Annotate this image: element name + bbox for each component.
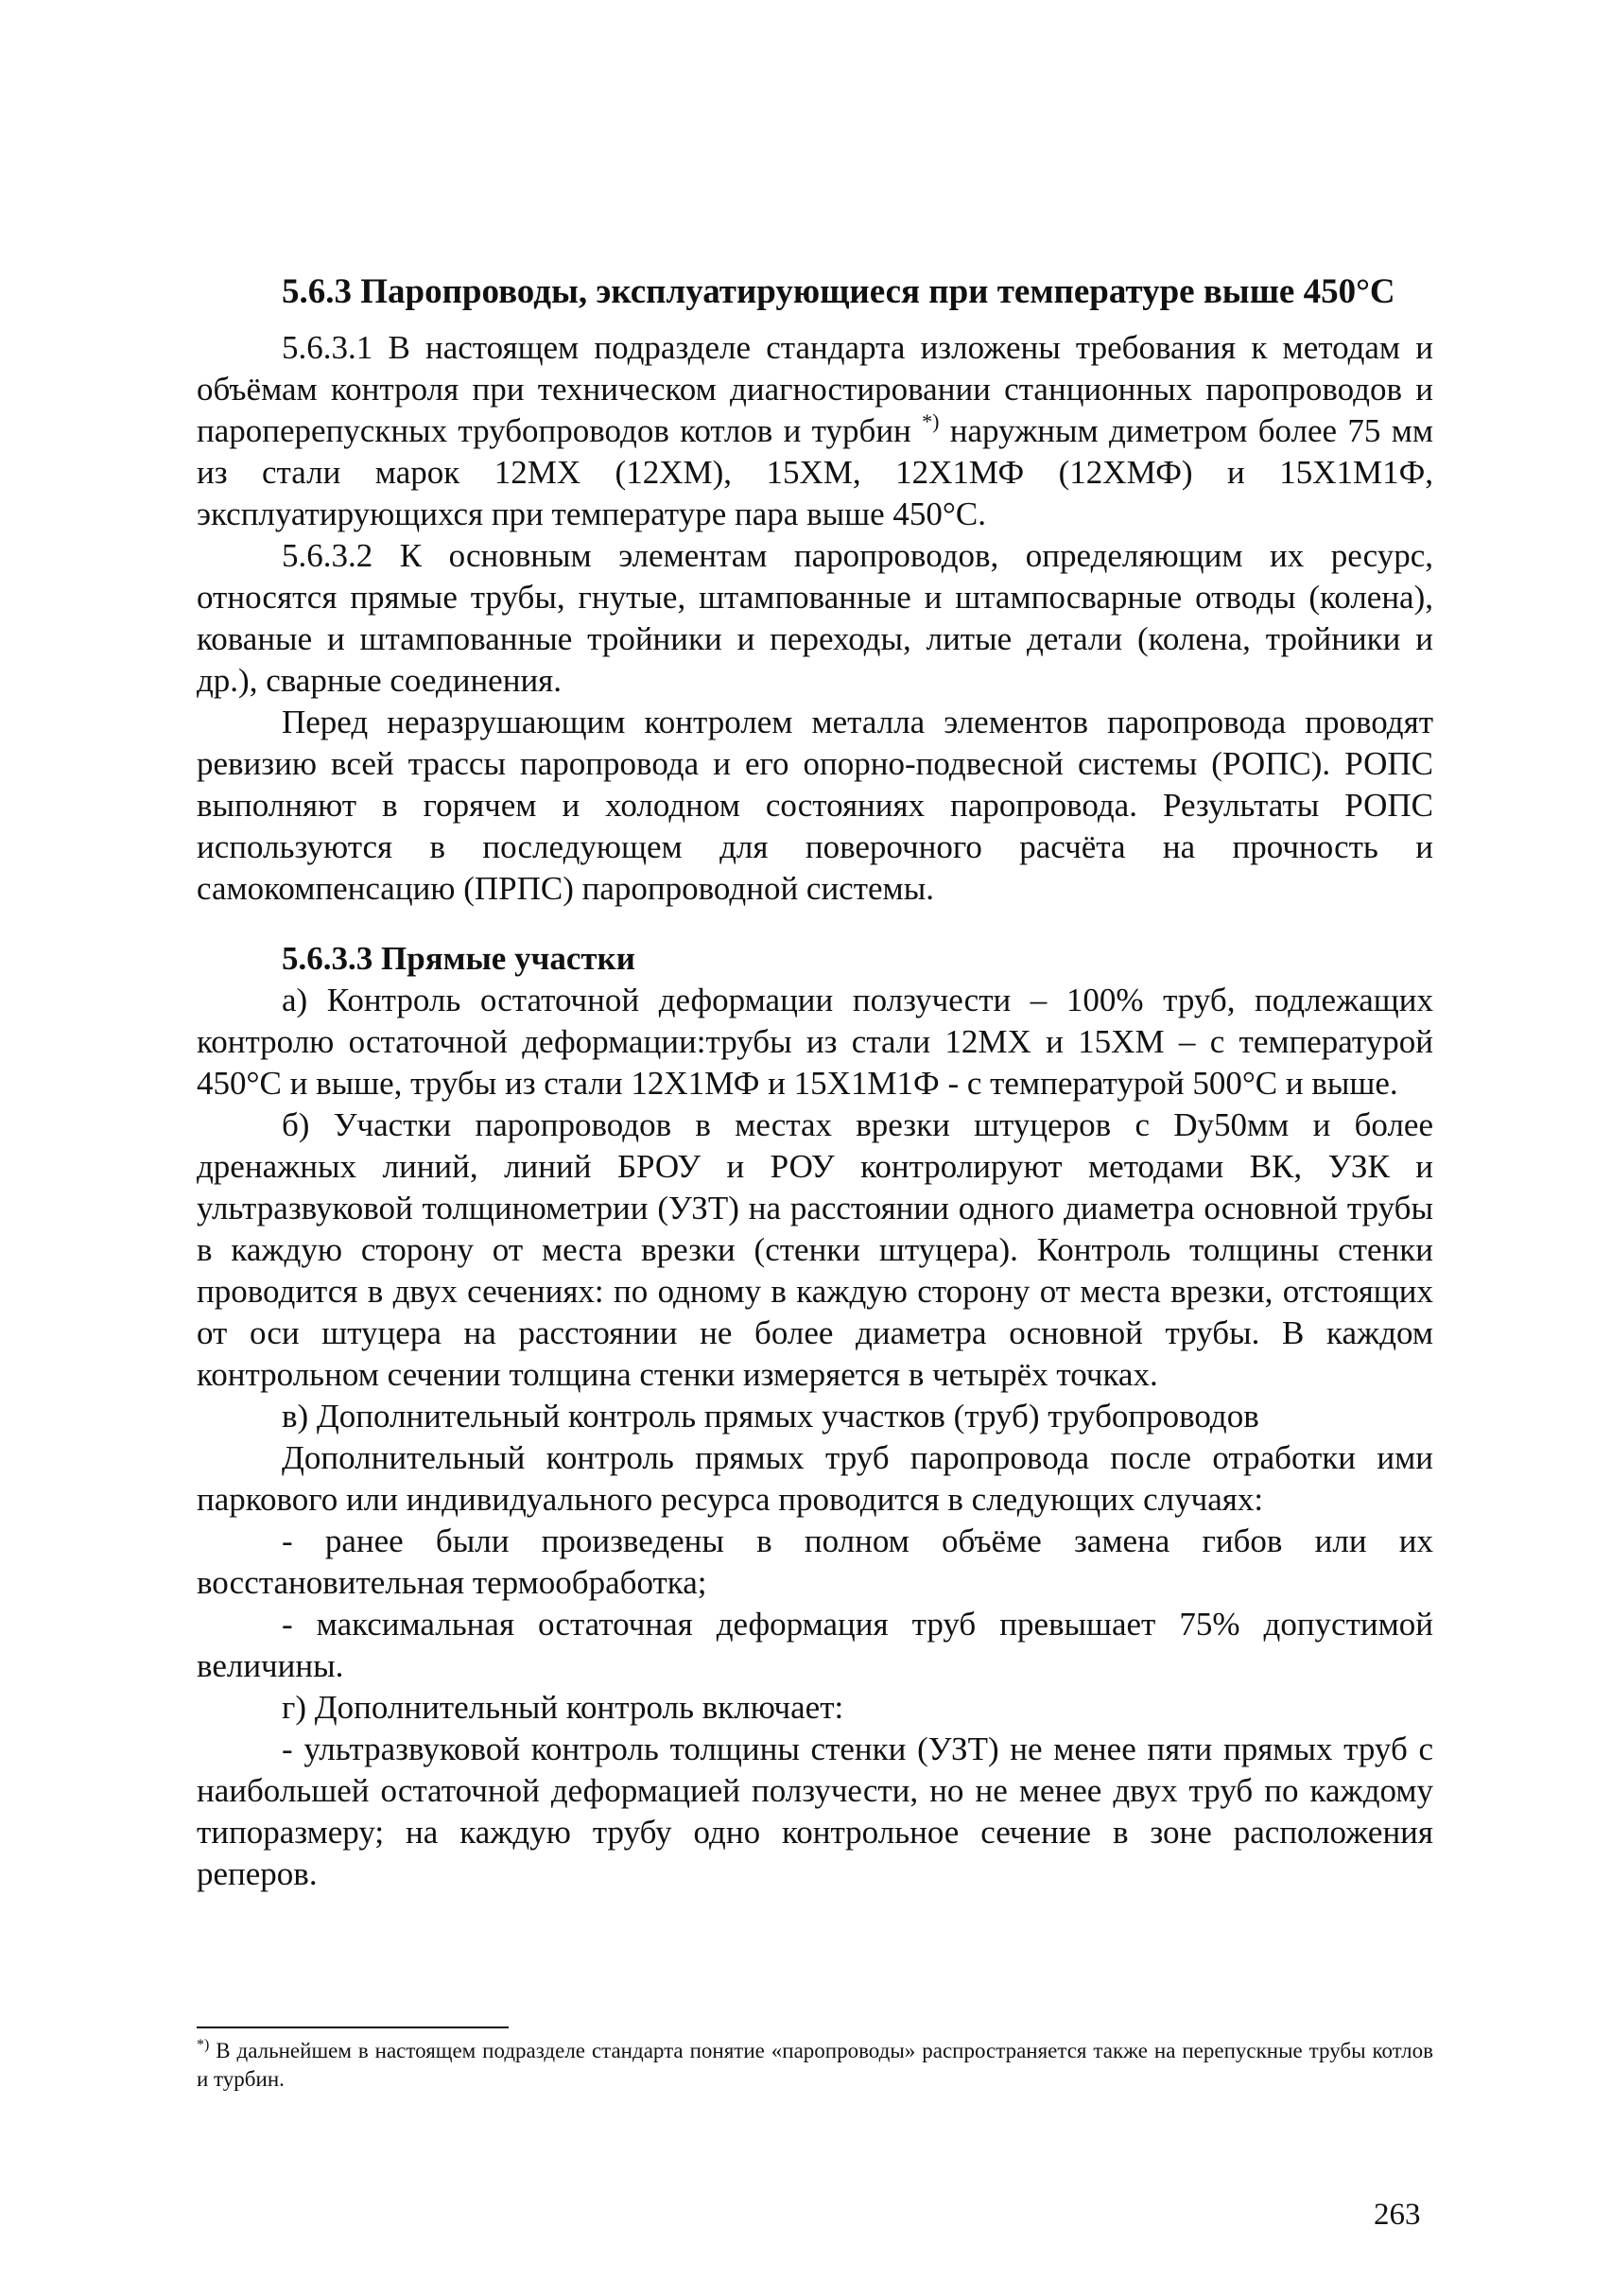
list-item: - максимальная остаточная деформация труб превышает 75% допустимой величины. (197, 1606, 1433, 1684)
page-number: 263 (1374, 2198, 1421, 2232)
section-heading: 5.6.3 Паропроводы, эксплуатирующиеся при температуре выше 450°С (282, 272, 1395, 311)
paragraph-text: наружным диметром более 75 мм из стали марок 12МХ (12ХМ), 15ХМ, 12Х1МФ (12ХМФ) и 15Х1М1Ф, эксплуатирующихся при температуре пара выше 450°С. (197, 412, 1433, 532)
footnote-divider (197, 2026, 509, 2028)
paragraph-5-6-3-2: 5.6.3.2 К основным элементам паропроводов, определяющим их ресурс, относятся прямые трубы, гнутые, штампованные и штампосварные отводы (колена), кованые и штампованные тройники и переходы, литые детали (колена, тройники и др.), сварные соединения. (197, 537, 1433, 699)
item-a: а) Контроль остаточной деформации ползучести – 100% труб, подлежащих контролю остаточной деформации:трубы из стали 12МХ и 15ХМ – с температурой 450°С и выше, трубы из стали 12Х1МФ и 15Х1М1Ф - с температурой 500°С и выше. (197, 982, 1433, 1102)
paragraph-5-6-3-1 (197, 327, 1433, 535)
paragraph-text: 5.6.3.1 В настоящем подразделе стандарта изложены требования к методам и объёмам контроля при техническом диагностировании станционных паропроводов и пароперепускных трубопроводов котлов и турбин (197, 329, 1433, 449)
footnote-text: В дальнейшем в настоящем подразделе стандарта понятие «паропроводы» распространяется также на перепускные трубы котлов и турбин. (197, 2039, 1433, 2091)
list-item: - ранее были произведены в полном объёме замена гибов или их восстановительная термообработка; (197, 1522, 1433, 1601)
item-g: г) Дополнительный контроль включает: (282, 1689, 844, 1726)
spacer (197, 910, 1433, 938)
footnote (197, 2037, 1433, 2094)
footnote-reference: *) (922, 409, 940, 433)
paragraph-ropc: Перед неразрушающим контролем металла элементов паропровода проводят ревизию всей трассы паропровода и его опорно-подвесной системы (РОПС). РОПС выполняют в горячем и холодном состояниях паропровода. Результаты РОПС используются в последующем для поверочного расчёта на прочность и самокомпенсацию (ПРПС) паропроводной системы. (197, 704, 1433, 907)
paragraph-additional-control: Дополнительный контроль прямых труб паропровода после отработки ими паркового или индивидуального ресурса проводится в следующих случаях: (197, 1439, 1433, 1518)
footnote-marker: *) (197, 2037, 210, 2053)
subsection-heading: 5.6.3.3 Прямые участки (282, 940, 635, 977)
list-item: - ультразвуковой контроль толщины стенки (УЗТ) не менее пяти прямых труб с наибольшей остаточной деформацией ползучести, но не менее двух труб по каждому типоразмеру; на каждую трубу одно контрольное сечение в зоне расположения реперов. (197, 1731, 1433, 1892)
item-v: в) Дополнительный контроль прямых участков (труб) трубопроводов (282, 1398, 1259, 1435)
body-text (197, 327, 1433, 1895)
item-b: б) Участки паропроводов в местах врезки штуцеров с Dy50мм и более дренажных линий, линий БРОУ и РОУ контролируют методами ВК, УЗК и ультразвуковой толщинометрии (УЗТ) на расстоянии одного диаметра основной трубы в каждую сторону от места врезки (стенки штуцера). Контроль толщины стенки проводится в двух сечениях: по одному в каждую сторону от места врезки, отстоящих от оси штуцера на расстоянии не более диаметра основной трубы. В каждом контрольном сечении толщина стенки измеряется в четырёх точках. (197, 1106, 1433, 1393)
